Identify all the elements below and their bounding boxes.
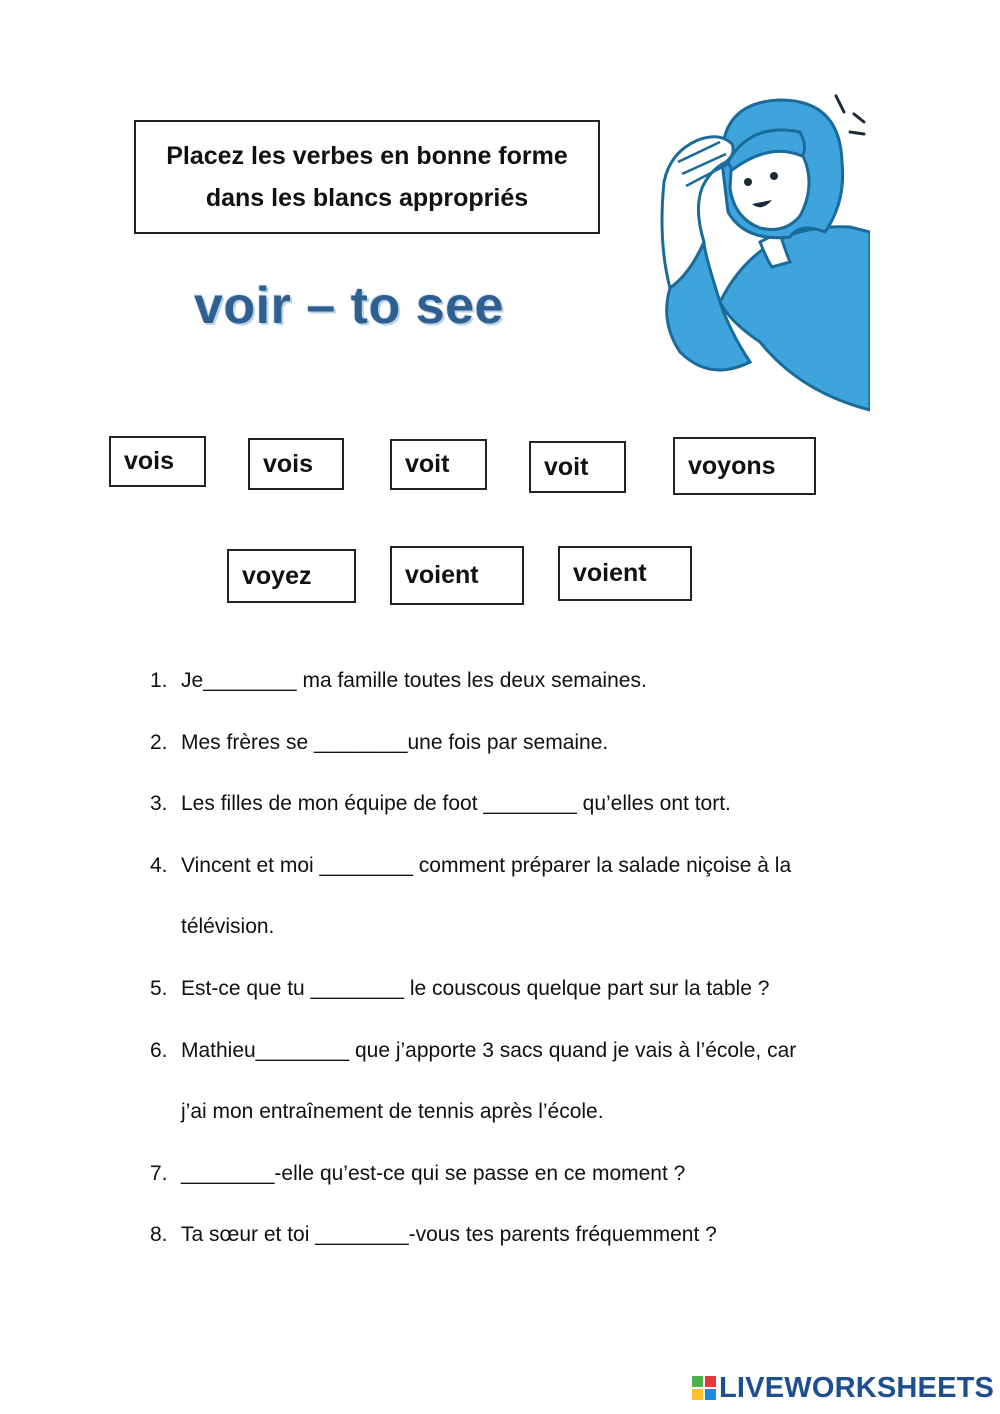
- question-number: 2.: [150, 730, 168, 754]
- instruction-line-1: Placez les verbes en bonne forme: [166, 142, 568, 170]
- question-item: [150, 1143, 870, 1205]
- question-number: 8.: [150, 1223, 168, 1247]
- liveworksheets-logo-text: LIVEWORKSHEETS: [719, 1371, 995, 1404]
- word-bank-item[interactable]: vois: [109, 436, 206, 487]
- question-item: [150, 650, 870, 712]
- instruction-line-2: dans les blancs appropriés: [205, 184, 529, 212]
- question-item: [150, 712, 870, 774]
- word-bank-item[interactable]: voient: [558, 546, 692, 601]
- question-text[interactable]: ________-elle qu’est-ce qui se passe en ce moment ?: [181, 1161, 686, 1185]
- word-bank-item[interactable]: voyez: [227, 549, 356, 603]
- question-text[interactable]: Est-ce que tu ________ le couscous quelque part sur la table ?: [181, 976, 770, 1000]
- question-text[interactable]: Je________ ma famille toutes les deux semaines.: [181, 669, 647, 692]
- question-list: [150, 650, 870, 1266]
- question-text-continuation: j’ai mon entraînement de tennis après l’école.: [181, 1100, 604, 1124]
- question-text[interactable]: Mes frères se ________une fois par semaine.: [181, 730, 609, 754]
- liveworksheets-logo-icon: [692, 1376, 716, 1400]
- question-number: 5.: [150, 976, 168, 1000]
- question-item: [150, 1204, 870, 1266]
- instruction-box: [134, 120, 600, 234]
- girl-looking-illustration: [650, 92, 870, 412]
- question-item-continuation: [150, 896, 870, 958]
- question-item: [150, 773, 870, 835]
- question-item: [150, 835, 870, 897]
- word-bank-item[interactable]: voient: [390, 546, 524, 605]
- word-bank-item[interactable]: voyons: [673, 437, 816, 495]
- page-title: voir – to see: [194, 277, 504, 335]
- question-number: 3.: [150, 792, 168, 816]
- question-item: [150, 958, 870, 1020]
- liveworksheets-logo[interactable]: [692, 1370, 994, 1406]
- question-number: 4.: [150, 853, 168, 877]
- word-bank-item[interactable]: voit: [529, 441, 626, 493]
- question-item: [150, 1020, 870, 1082]
- word-bank-item[interactable]: vois: [248, 438, 344, 490]
- question-text-continuation: télévision.: [181, 915, 275, 939]
- question-text[interactable]: Mathieu________ que j’apporte 3 sacs quand je vais à l’école, car: [181, 1038, 797, 1062]
- question-text[interactable]: Vincent et moi ________ comment préparer la salade niçoise à la: [181, 853, 792, 877]
- question-number: 1.: [150, 669, 168, 692]
- question-number: 6.: [150, 1038, 168, 1062]
- question-text[interactable]: Les filles de mon équipe de foot ________ qu’elles ont tort.: [181, 792, 731, 816]
- question-text[interactable]: Ta sœur et toi ________-vous tes parents fréquemment ?: [181, 1223, 717, 1247]
- question-number: 7.: [150, 1161, 168, 1185]
- word-bank-item[interactable]: voit: [390, 439, 487, 490]
- question-item-continuation: [150, 1081, 870, 1143]
